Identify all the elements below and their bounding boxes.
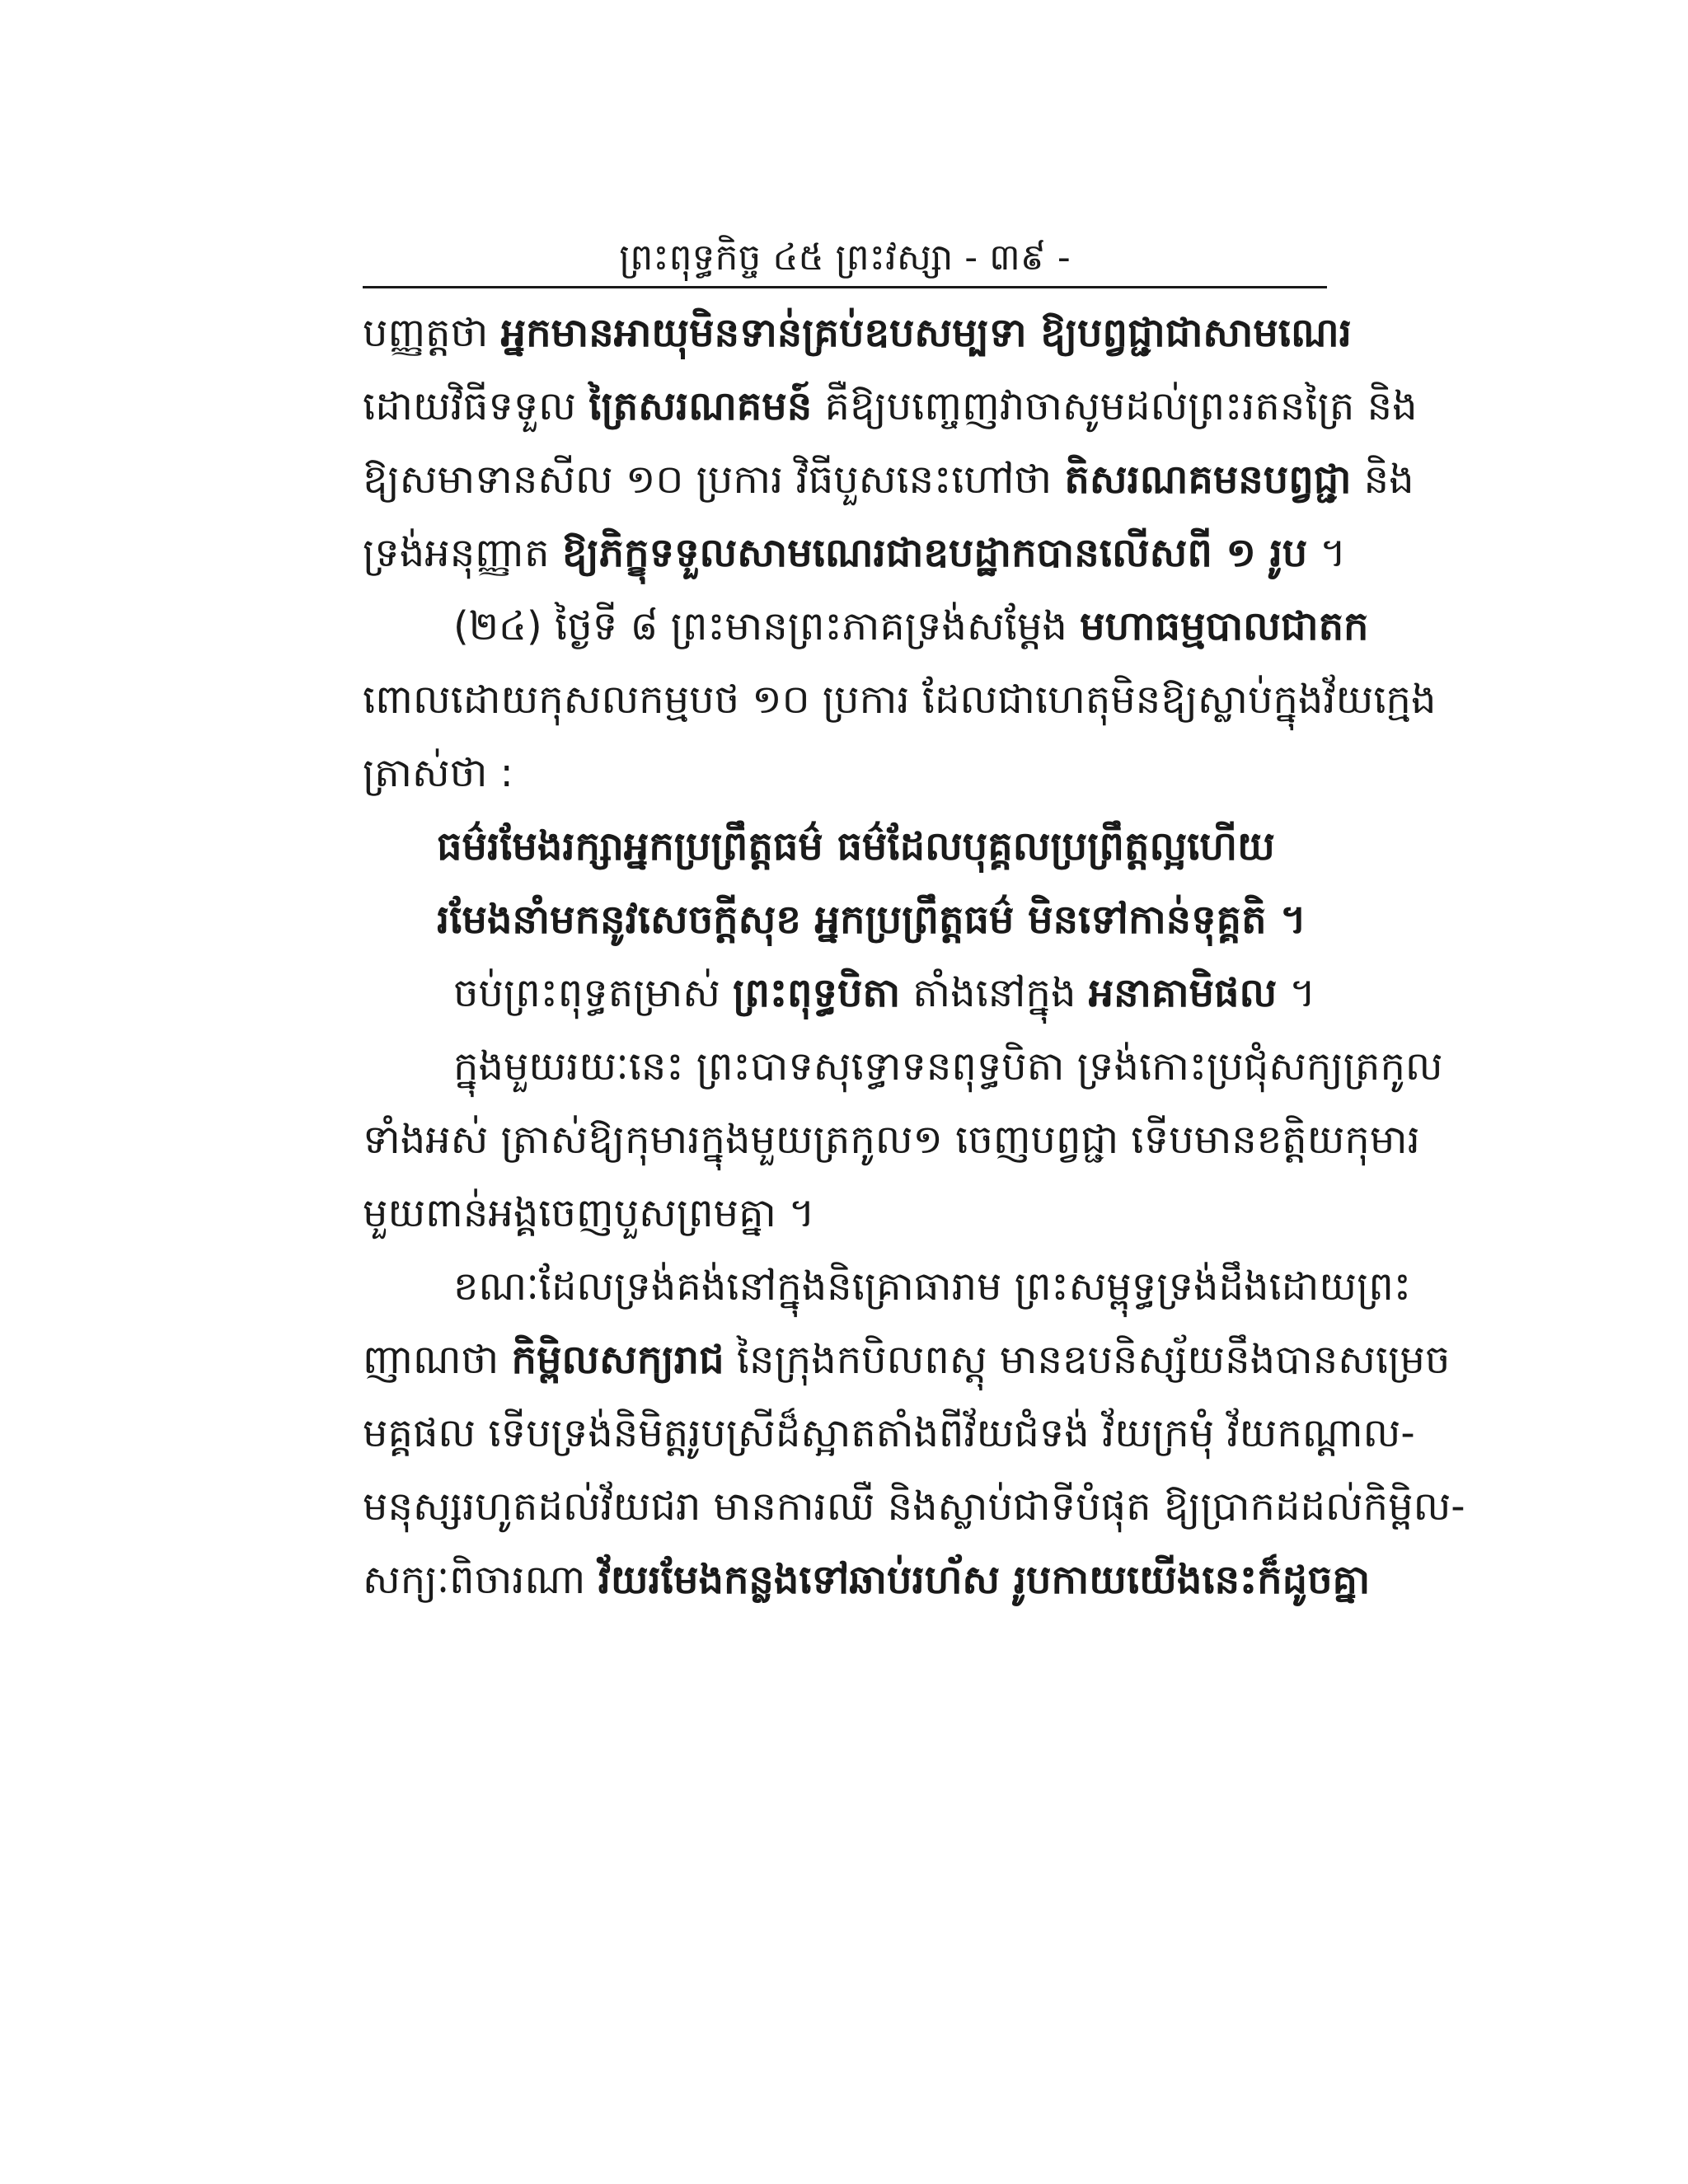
text-line <box>363 1250 1411 1324</box>
text-run: ទាំងអស់ ត្រាស់ឱ្យកុមារក្នុងមួយត្រកូល១ ចេញបព្វជ្ជា ទើបមានខត្តិយកុមារ <box>363 1117 1420 1163</box>
verse-line <box>363 883 1327 957</box>
text-run: ទ្រង់អនុញ្ញាត <box>363 530 562 576</box>
text-line <box>363 1104 1420 1177</box>
text-run: (២៤) ថ្ងៃទី ៨ ព្រះមានព្រះភាគទ្រង់សម្តែង <box>453 603 1081 649</box>
bold-text-run: ធម៌រមែងរក្សាអ្នកប្រព្រឹត្តធម៌ ធម៌ដែលបុគ្គលប្រព្រឹត្តល្អហើយ <box>437 823 1275 869</box>
text-run: ដោយវិធីទទួល <box>363 383 589 429</box>
bold-text-run: ឱ្យភិក្ខុទទួលសាមណេរជាឧបដ្ឋាកបានលើសពី ១ រូប <box>561 530 1308 576</box>
text-line <box>363 737 1327 810</box>
text-line <box>363 957 1327 1030</box>
text-run: តាំងនៅក្នុង <box>900 970 1089 1016</box>
body-text <box>363 297 1465 1617</box>
text-line <box>363 370 1418 443</box>
text-run: សក្យៈពិចារណា <box>363 1557 598 1603</box>
bold-text-run: អនាគាមិផល <box>1088 970 1278 1016</box>
bold-text-run: អ្នកមានអាយុមិនទាន់គ្រប់ឧបសម្បទា ឱ្យបព្វជ្ជាជាសាមណេរ <box>500 310 1352 356</box>
text-run: មនុស្សរហូតដល់វ័យជរា មានការឈឺ និងស្លាប់ជាទីបំផុត ឱ្យប្រាកដដល់កិម្ពិល‐ <box>363 1483 1465 1530</box>
bold-text-run: ព្រះពុទ្ធបិតា <box>733 970 901 1016</box>
header-rule <box>363 286 1327 288</box>
text-run: ញាណថា <box>363 1337 512 1383</box>
text-run: គឺឱ្យបញ្ចេញវាចាសូមដល់ព្រះរតនត្រៃ និង <box>812 383 1418 429</box>
bold-text-run: រមែងនាំមកនូវសេចក្តីសុខ អ្នកប្រព្រឹត្តធម៌ មិនទៅកាន់ទុគ្គតិ ។ <box>437 897 1306 943</box>
text-line <box>363 297 1352 370</box>
text-line <box>363 517 1347 590</box>
text-run: ។ <box>1277 970 1316 1016</box>
text-run: មគ្គផល ទើបទ្រង់និមិត្តរូបស្រីដ៏ស្អាតតាំងពីវ័យជំទង់ វ័យក្រមុំ វ័យកណ្តាល‐ <box>363 1410 1415 1456</box>
bold-text-run: វ័យរមែងកន្លងទៅឆាប់រហ័ស រូបកាយយើងនេះក៏ដូចគ្នា <box>598 1557 1371 1603</box>
text-line <box>363 663 1437 737</box>
text-line <box>363 1470 1465 1544</box>
bold-text-run: តិសរណគមនបព្វជ្ជា <box>1064 457 1352 503</box>
text-run: នៃក្រុងកបិលពស្តុ មានឧបនិស្ស័យនឹងបានសម្រេច <box>724 1337 1451 1383</box>
text-line <box>363 1544 1371 1617</box>
text-run: ពោលដោយកុសលកម្មបថ ១០ ប្រការ ដែលជាហេតុមិនឱ្យស្លាប់ក្នុងវ័យក្មេង <box>363 677 1437 723</box>
text-line <box>363 443 1414 517</box>
text-run: ឱ្យសមាទានសីល ១០ ប្រការ វិធីបួសនេះហៅថា <box>363 457 1065 503</box>
bold-text-run: ត្រៃសរណគមន៍ <box>588 383 813 429</box>
text-run: ត្រាស់ថា : <box>363 750 513 796</box>
text-line <box>363 1324 1451 1397</box>
bold-text-run: មហាធម្មបាលជាតក <box>1080 603 1369 649</box>
text-run: និង <box>1351 457 1414 503</box>
text-line <box>363 590 1369 663</box>
text-run: មួយពាន់អង្គចេញបួសព្រមគ្នា ។ <box>363 1190 815 1236</box>
text-run: ខណៈដែលទ្រង់គង់នៅក្នុងនិគ្រោធារាម ព្រះសម្ពុទ្ធទ្រង់ដឹងដោយព្រះ <box>453 1263 1411 1310</box>
text-line <box>363 1397 1415 1470</box>
running-head: ព្រះពុទ្ធកិច្ច ៤៥ ព្រះវស្សា ‐ ៣៩ ‐ <box>619 237 1071 279</box>
text-line <box>363 1177 1327 1250</box>
text-run: ក្នុងមួយរយៈនេះ ព្រះបាទសុទ្ធោទនពុទ្ធបិតា ទ្រង់កោះប្រជុំសក្យត្រកូល <box>453 1043 1443 1090</box>
verse-line <box>363 810 1327 883</box>
text-run: បញ្ញត្តថា <box>363 310 501 356</box>
text-line <box>363 1030 1443 1104</box>
bold-text-run: កិម្ពិលសក្យរាជ <box>511 1337 724 1383</box>
text-run: ។ <box>1307 530 1347 576</box>
text-run: ចប់ព្រះពុទ្ធតម្រាស់ <box>453 970 734 1016</box>
